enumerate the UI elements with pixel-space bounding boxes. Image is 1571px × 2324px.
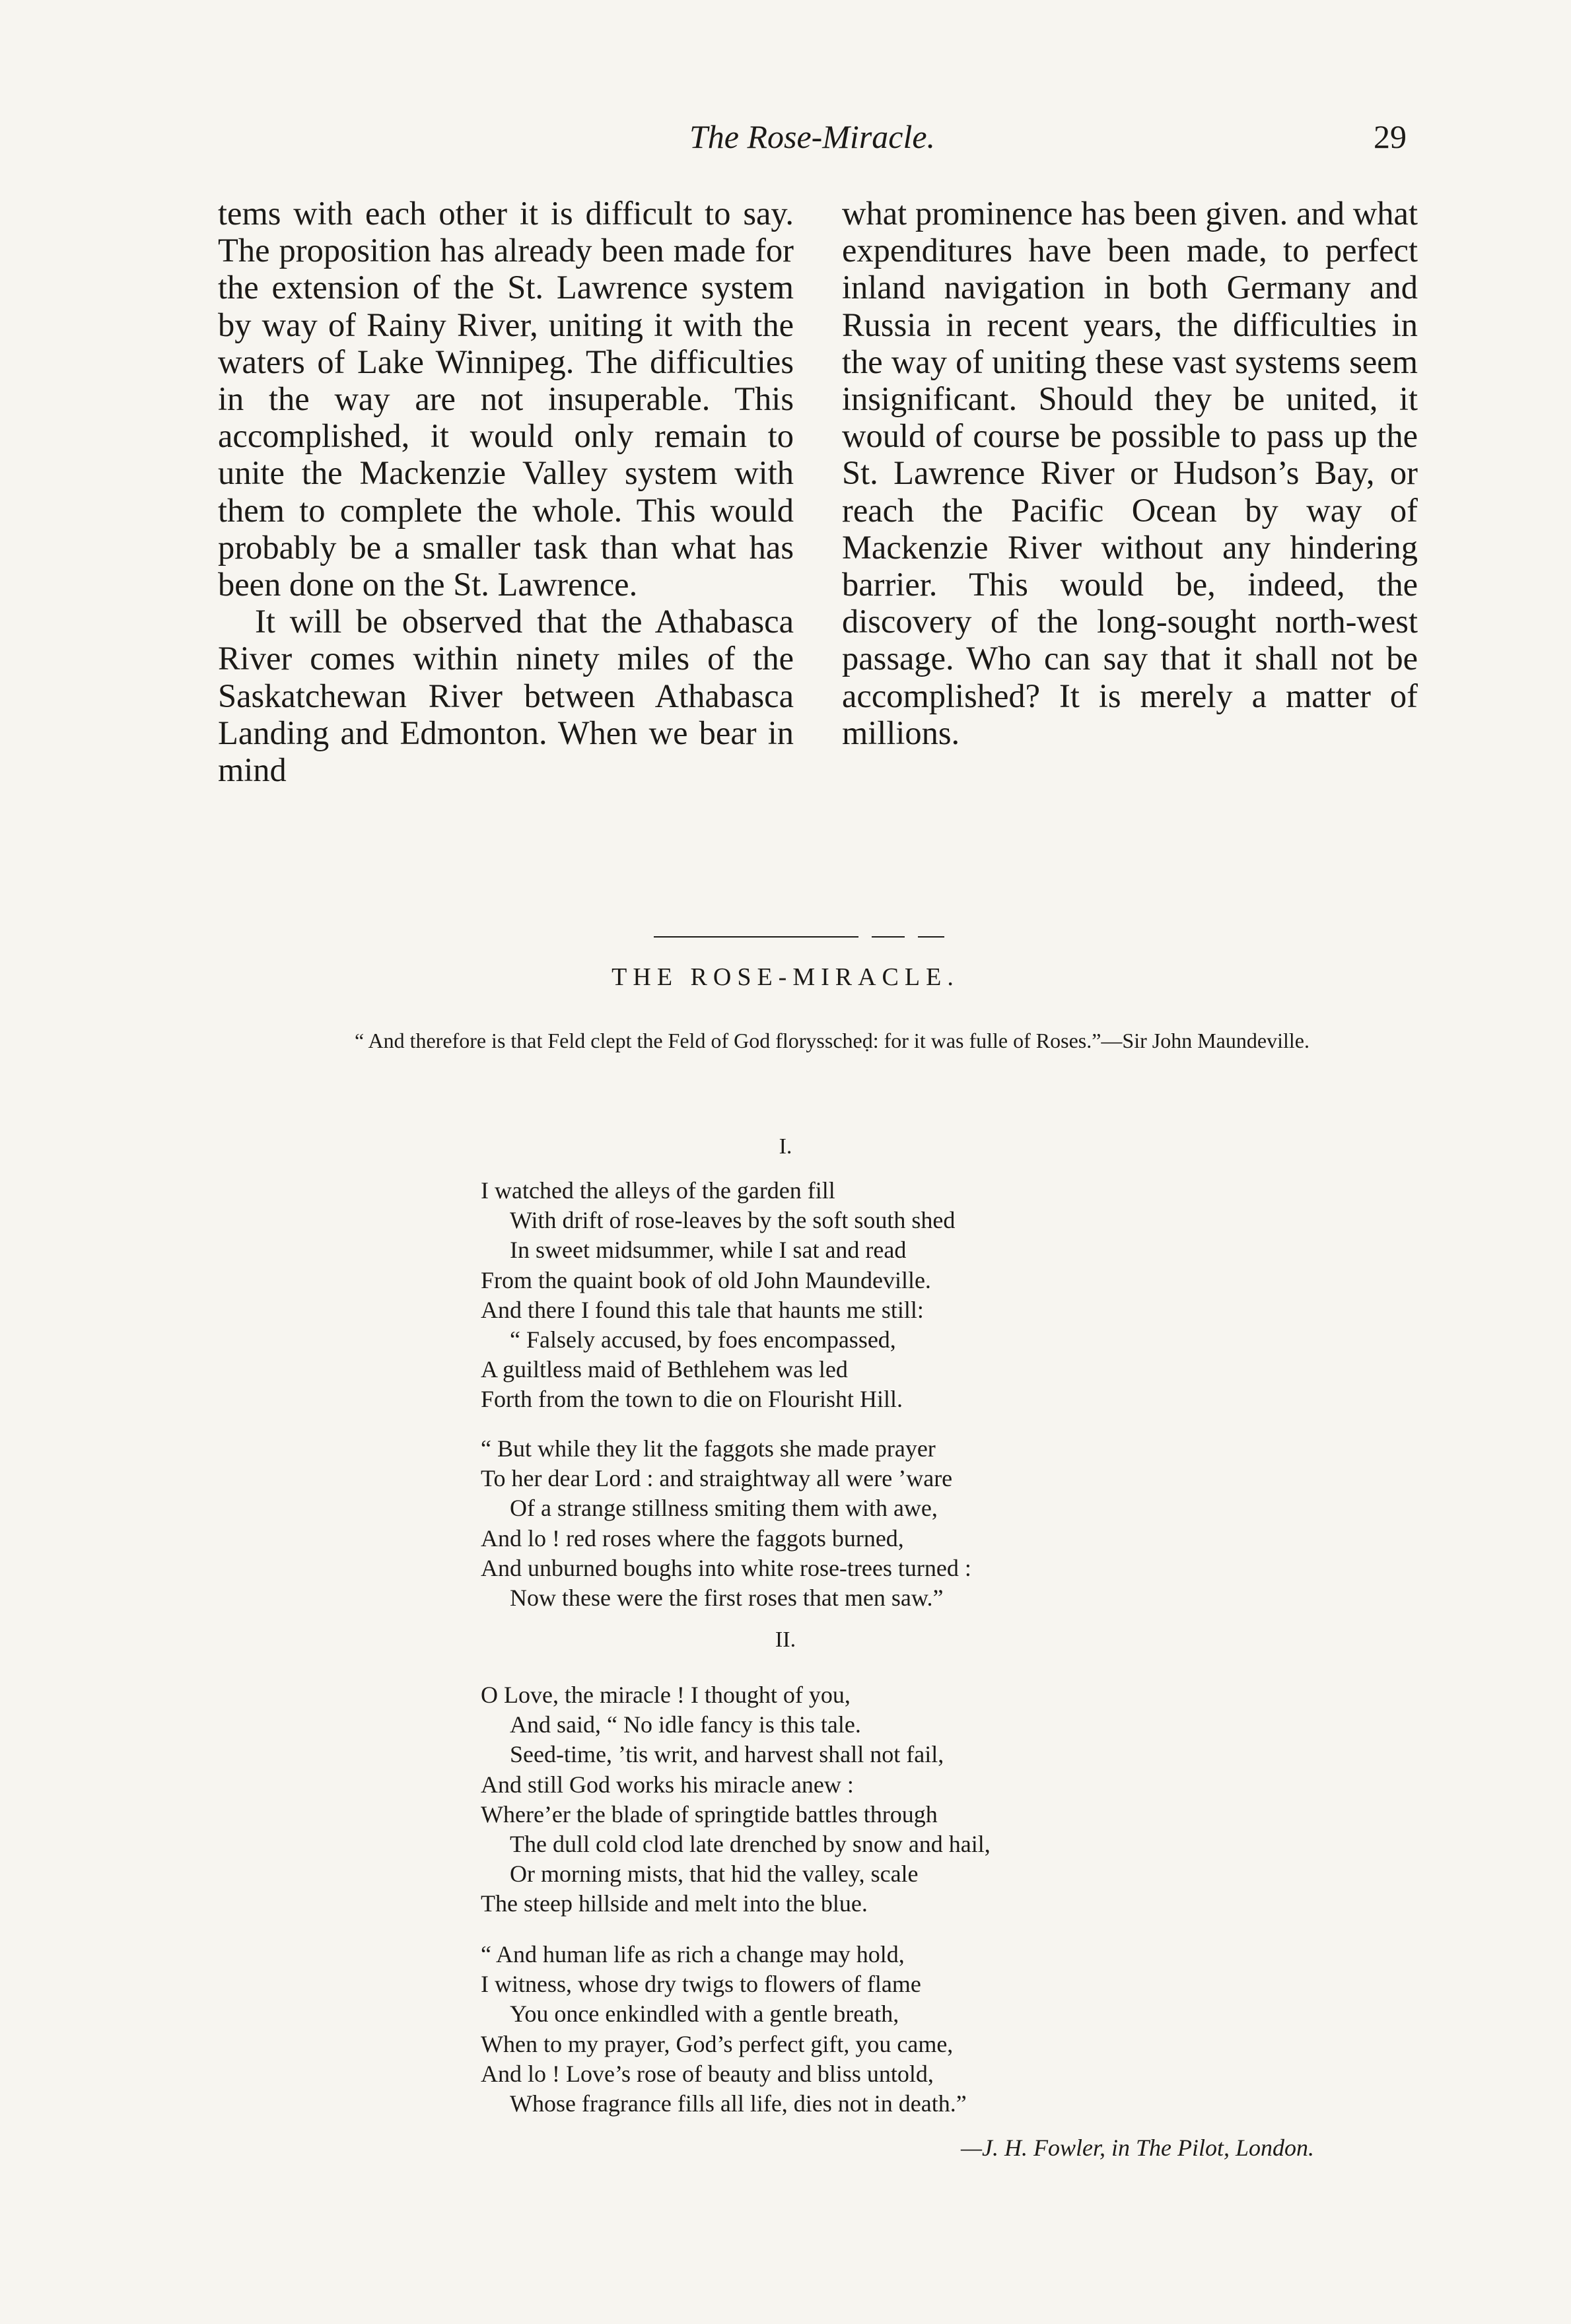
section-numeral: II. bbox=[775, 1627, 796, 1652]
poem-line: “ But while they lit the faggots she made prayer bbox=[481, 1435, 936, 1462]
running-title: The Rose-Miracle. bbox=[689, 118, 936, 155]
poem-line: You once enkindled with a gentle breath, bbox=[510, 2000, 899, 2028]
poem-line: And still God works his miracle anew : bbox=[481, 1771, 854, 1798]
poem-line: And unburned boughs into white rose-trees turned : bbox=[481, 1554, 971, 1581]
poem-line: In sweet midsummer, while I sat and read bbox=[510, 1237, 907, 1264]
poem-line: And there I found this tale that haunts me still: bbox=[481, 1296, 924, 1323]
poem-line: And said, “ No idle fancy is this tale. bbox=[510, 1711, 861, 1738]
poem-line: Or morning mists, that hid the valley, scale bbox=[510, 1861, 919, 1888]
poem-epigraph: “ And therefore is that Feld clept the Feld of God florysscheḍ: for it was fulle of Roses.”—Sir John Maundeville. bbox=[355, 1029, 1309, 1052]
poem-line: The steep hillside and melt into the blue. bbox=[481, 1890, 868, 1917]
poem-line: Where’er the blade of springtide battles through bbox=[481, 1800, 938, 1828]
poem-line: “ Falsely accused, by foes encompassed, bbox=[510, 1326, 896, 1353]
poem-line: Forth from the town to die on Flourisht Hill. bbox=[481, 1386, 903, 1413]
poem-line: O Love, the miracle ! I thought of you, bbox=[481, 1682, 851, 1708]
article-right-column bbox=[842, 195, 1418, 751]
poem-line: With drift of rose-leaves by the soft south shed bbox=[510, 1207, 956, 1234]
poem-line: When to my prayer, God’s perfect gift, you came, bbox=[481, 2030, 954, 2057]
poem-line: “ And human life as rich a change may hold, bbox=[481, 1941, 905, 1967]
poem-line: Seed-time, ’tis writ, and harvest shall not fail, bbox=[510, 1741, 944, 1768]
poem-title: THE ROSE-MIRACLE. bbox=[611, 963, 960, 991]
running-head bbox=[218, 118, 1407, 164]
poem-stanza bbox=[481, 1680, 1471, 1919]
poem-attribution: —J. H. Fowler, in The Pilot, London. bbox=[960, 2135, 1314, 2161]
poem-line: A guiltless maid of Bethlehem was led bbox=[481, 1356, 848, 1383]
poem-line: And lo ! red roses where the faggots burned, bbox=[481, 1524, 904, 1552]
poem-line: Of a strange stillness smiting them with awe, bbox=[510, 1495, 938, 1522]
poem-line: To her dear Lord : and straightway all were ’ware bbox=[481, 1465, 953, 1492]
paragraph: tems with each other it is difficult to say. The proposition has already been made for the extension of the St. Lawrence system by way of Rainy River, uniting it with the waters of Lake Winnipeg. The difficulties in the way are not insuperable. This accomplished, it would only remain to unite the Mackenzie Valley system with them to complete the whole. This would probably be a smaller task than what has been done on the St. Lawrence. bbox=[218, 195, 794, 603]
poem-line: Now these were the first roses that men saw.” bbox=[510, 1585, 944, 1612]
paragraph: what prominence has been given. and what expenditures have been made, to perfect inland navigation in both Germany and Russia in recent years, the difficulties in the way of uniting these vast systems seem insignificant. Should they be united, it would of course be possible to pass up the St. Lawrence River or Hudson’s Bay, or reach the Pacific Ocean by way of Mackenzie River without any hindering barrier. This would be, indeed, the discovery of the long-sought north-west passage. Who can say that it shall not be accomplished? It is merely a matter of millions. bbox=[842, 195, 1418, 751]
poem-line: From the quaint book of old John Maundeville. bbox=[481, 1266, 931, 1293]
section-numeral: I. bbox=[779, 1134, 792, 1159]
paragraph: It will be observed that the Athabasca River comes within ninety miles of the Saskatchewan River between Athabasca Landing and Edmonton. When we bear in mind bbox=[218, 603, 794, 789]
page-number: 29 bbox=[1374, 118, 1407, 155]
poem-line: Whose fragrance fills all life, dies not in death.” bbox=[510, 2090, 967, 2117]
poem-line: The dull cold clod late drenched by snow and hail, bbox=[510, 1831, 991, 1858]
section-divider-rule bbox=[654, 936, 984, 938]
article-left-column bbox=[218, 195, 794, 788]
poem-line: I witness, whose dry twigs to flowers of flame bbox=[481, 1971, 921, 1998]
poem-line: I watched the alleys of the garden fill bbox=[481, 1177, 835, 1204]
poem-stanza bbox=[481, 1434, 1471, 1613]
poem-stanza bbox=[481, 1940, 1471, 2119]
poem-line: And lo ! Love’s rose of beauty and bliss untold, bbox=[481, 2060, 934, 2087]
poem-stanza bbox=[481, 1176, 1471, 1415]
